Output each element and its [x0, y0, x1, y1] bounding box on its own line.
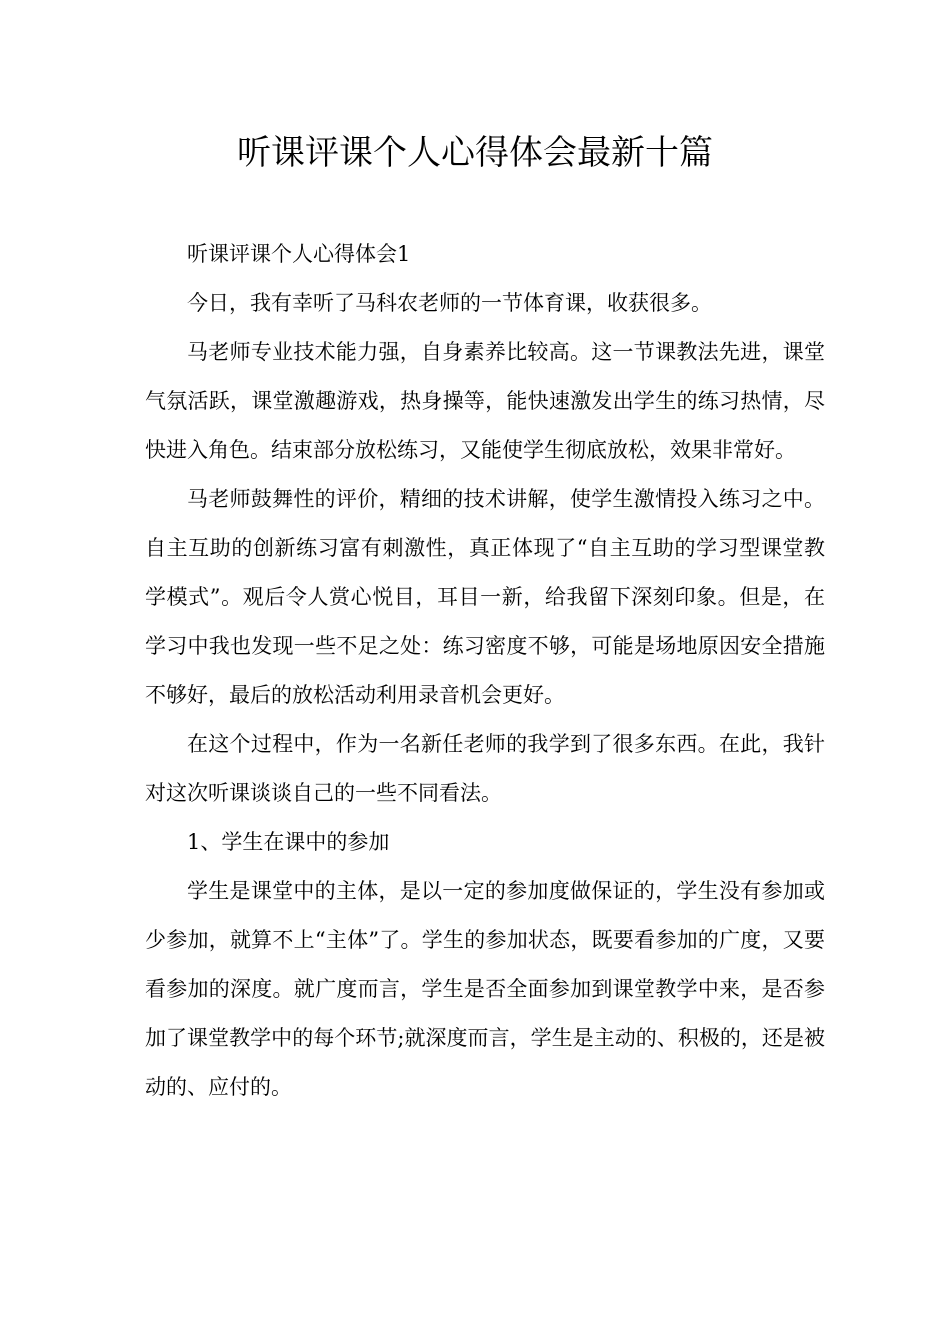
document-title: 听课评课个人心得体会最新十篇 — [237, 133, 713, 173]
paragraph: 今日，我有幸听了马科农老师的一节体育课，收获很多。 — [187, 291, 712, 315]
paragraph: 马老师鼓舞性的评价，精细的技术讲解，使学生激情投入练习之中。自主互助的创新练习富有刺激性，真正体现了“自主互助的学习型课堂教学模式”。观后令人赏心悦目，耳目一新，给我留下深刻印象。但是，在学习中我也发现一些不足之处：练习密度不够，可能是场地原因安全措施不够好，最后的放松活动利用录音机会更好。 — [145, 487, 825, 707]
document-body — [145, 230, 825, 1112]
paragraph: 在这个过程中，作为一名新任老师的我学到了很多东西。在此，我针对这次听课谈谈自己的一些不同看法。 — [145, 732, 825, 805]
section-heading: 听课评课个人心得体会1 — [187, 242, 411, 266]
paragraph: 学生是课堂中的主体，是以一定的参加度做保证的，学生没有参加或少参加，就算不上“主体”了。学生的参加状态，既要看参加的广度，又要看参加的深度。就广度而言，学生是否全面参加到课堂教学中来，是否参加了课堂教学中的每个环节;就深度而言，学生是主动的、积极的，还是被动的、应付的。 — [145, 879, 825, 1099]
paragraph: 马老师专业技术能力强，自身素养比较高。这一节课教法先进，课堂气氛活跃，课堂激趣游戏，热身操等，能快速激发出学生的练习热情，尽快进入角色。结束部分放松练习，又能使学生彻底放松，效果非常好。 — [145, 340, 825, 462]
subheading: 1、学生在课中的参加 — [187, 830, 390, 854]
